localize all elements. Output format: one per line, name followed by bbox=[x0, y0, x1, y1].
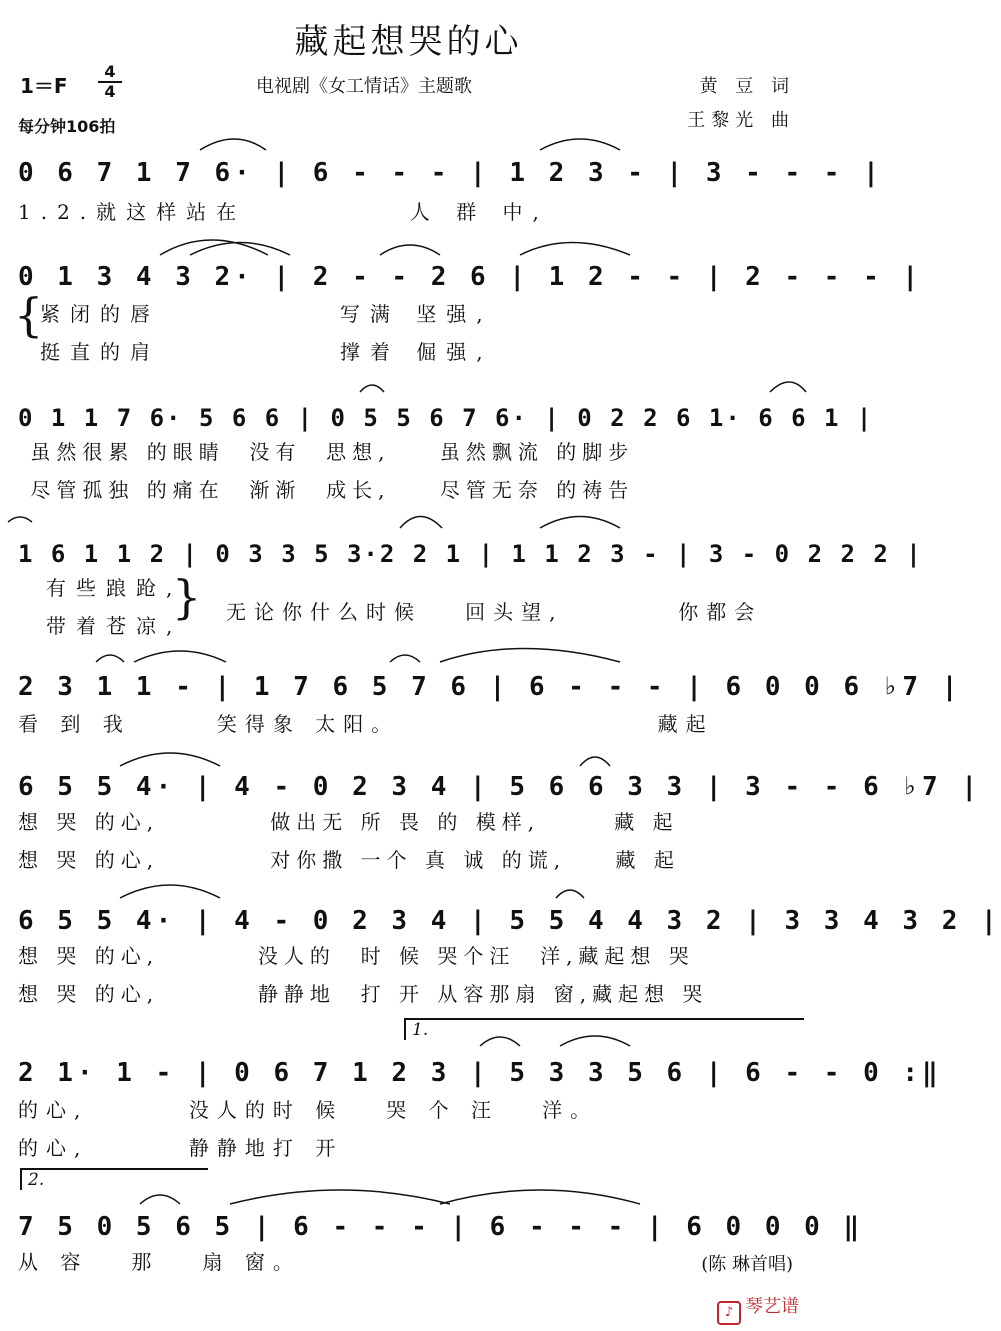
tempo-marking: 每分钟106拍 bbox=[18, 117, 116, 136]
slur-arc bbox=[360, 385, 384, 392]
lyric-line: 1.2.就这样站在 人 群 中, bbox=[18, 200, 549, 224]
score-system-1 bbox=[0, 146, 883, 198]
time-signature-bottom: 4 bbox=[104, 82, 116, 101]
lyric-line: 的心, 没人的时 候 哭 个 汪 洋。 bbox=[18, 1098, 599, 1122]
lyric-line: 想 哭 的心, 没人的 时 候 哭个汪 洋,藏起想 哭 bbox=[18, 944, 695, 968]
notes-line: 6 5 5 4· | 4 - 0 2 3 4 | 5 5 4 4 3 2 | 3 3 4 3 2 | bbox=[18, 906, 1001, 936]
lyric-line: 从 容 那 扇 窗。 bbox=[18, 1250, 301, 1274]
notes-line: 0 1 3 4 3 2· | 2 - - 2 6 | 1 2 - - | 2 - - - | bbox=[18, 262, 923, 292]
lyric-line: 看 到 我 笑得象 太阳。 藏起 bbox=[18, 712, 714, 736]
logo-icon: ♪ bbox=[717, 1301, 741, 1325]
notes-line: 2 1· 1 - | 0 6 7 1 2 3 | 5 3 3 5 6 | 6 - - 0 :‖ bbox=[18, 1058, 942, 1088]
lyric-line: 想 哭 的心, 对你撒 一个 真 诚 的谎, 藏 起 bbox=[18, 848, 680, 872]
score-system-7 bbox=[0, 894, 1001, 946]
time-signature bbox=[98, 64, 122, 100]
song-title: 藏起想哭的心 bbox=[294, 22, 523, 62]
score-system-9 bbox=[0, 1200, 864, 1252]
score-system-5 bbox=[0, 660, 962, 712]
lyric-line: 想 哭 的心, 静静地 打 开 从容那扇 窗,藏起想 哭 bbox=[18, 982, 709, 1006]
lyric-line: 带着苍凉, bbox=[46, 614, 183, 638]
slur-arc bbox=[770, 382, 806, 392]
lyric-line: 想 哭 的心, 做出无 所 畏 的 模样, 藏 起 bbox=[18, 810, 679, 834]
slur-arc bbox=[540, 517, 620, 529]
composer-credit: 王黎光 曲 bbox=[687, 110, 795, 131]
lyricist-credit: 黄 豆 词 bbox=[699, 76, 795, 97]
slur-arc bbox=[8, 517, 32, 522]
notes-line: 0 6 7 1 7 6· | 6 - - - | 1 2 3 - | 3 - - - | bbox=[18, 158, 883, 188]
lyric-brace: } bbox=[172, 570, 202, 624]
lyric-line: 紧闭的唇 写满 坚强, bbox=[40, 302, 493, 326]
lyric-line: 有些踉跄, bbox=[46, 576, 183, 600]
lyric-line: 尽管孤独 的痛在 渐渐 成长, 尽管无奈 的祷告 bbox=[18, 478, 635, 502]
time-signature-top: 4 bbox=[104, 62, 116, 81]
first-ending-bracket: 1. bbox=[404, 1018, 804, 1040]
lyric-line: 挺直的肩 撑着 倔强, bbox=[40, 340, 493, 364]
score-system-2 bbox=[0, 250, 923, 302]
logo-text: 琴艺谱 bbox=[745, 1296, 799, 1317]
lyric-line: 虽然很累 的眼睛 没有 思想, 虽然飘流 的脚步 bbox=[18, 440, 635, 464]
second-ending-bracket: 2. bbox=[20, 1168, 208, 1190]
song-subtitle: 电视剧《女工情话》主题歌 bbox=[256, 76, 472, 97]
notes-line: 0 1 1 7 6· 5 6 6 | 0 5 5 6 7 6· | 0 2 2 6 1· 6 6 1 | bbox=[18, 404, 874, 432]
lyric-brace: { bbox=[14, 288, 44, 342]
lyric-line: 的心, 静静地打 开 bbox=[18, 1136, 344, 1160]
key-signature: 1＝F bbox=[20, 74, 68, 98]
notes-line: 1 6 1 1 2 | 0 3 3 5 3·2 2 1 | 1 1 2 3 - | 3 - 0 2 2 2 | bbox=[18, 540, 923, 568]
performer-credit: (陈 琳首唱) bbox=[701, 1254, 793, 1275]
lyric-line: 无论你什么时候 回头望, 你都会 bbox=[226, 600, 763, 624]
slur-arc bbox=[400, 517, 442, 529]
notes-line: 6 5 5 4· | 4 - 0 2 3 4 | 5 6 6 3 3 | 3 - - 6 ♭7 | bbox=[18, 772, 982, 802]
score-system-8 bbox=[0, 1046, 942, 1098]
score-system-6 bbox=[0, 760, 982, 812]
notes-line: 7 5 0 5 6 5 | 6 - - - | 6 - - - | 6 0 0 0 ‖ bbox=[18, 1212, 864, 1242]
notes-line: 2 3 1 1 - | 1 7 6 5 7 6 | 6 - - - | 6 0 0 6 ♭7 | bbox=[18, 672, 962, 702]
watermark-logo bbox=[717, 1292, 799, 1325]
